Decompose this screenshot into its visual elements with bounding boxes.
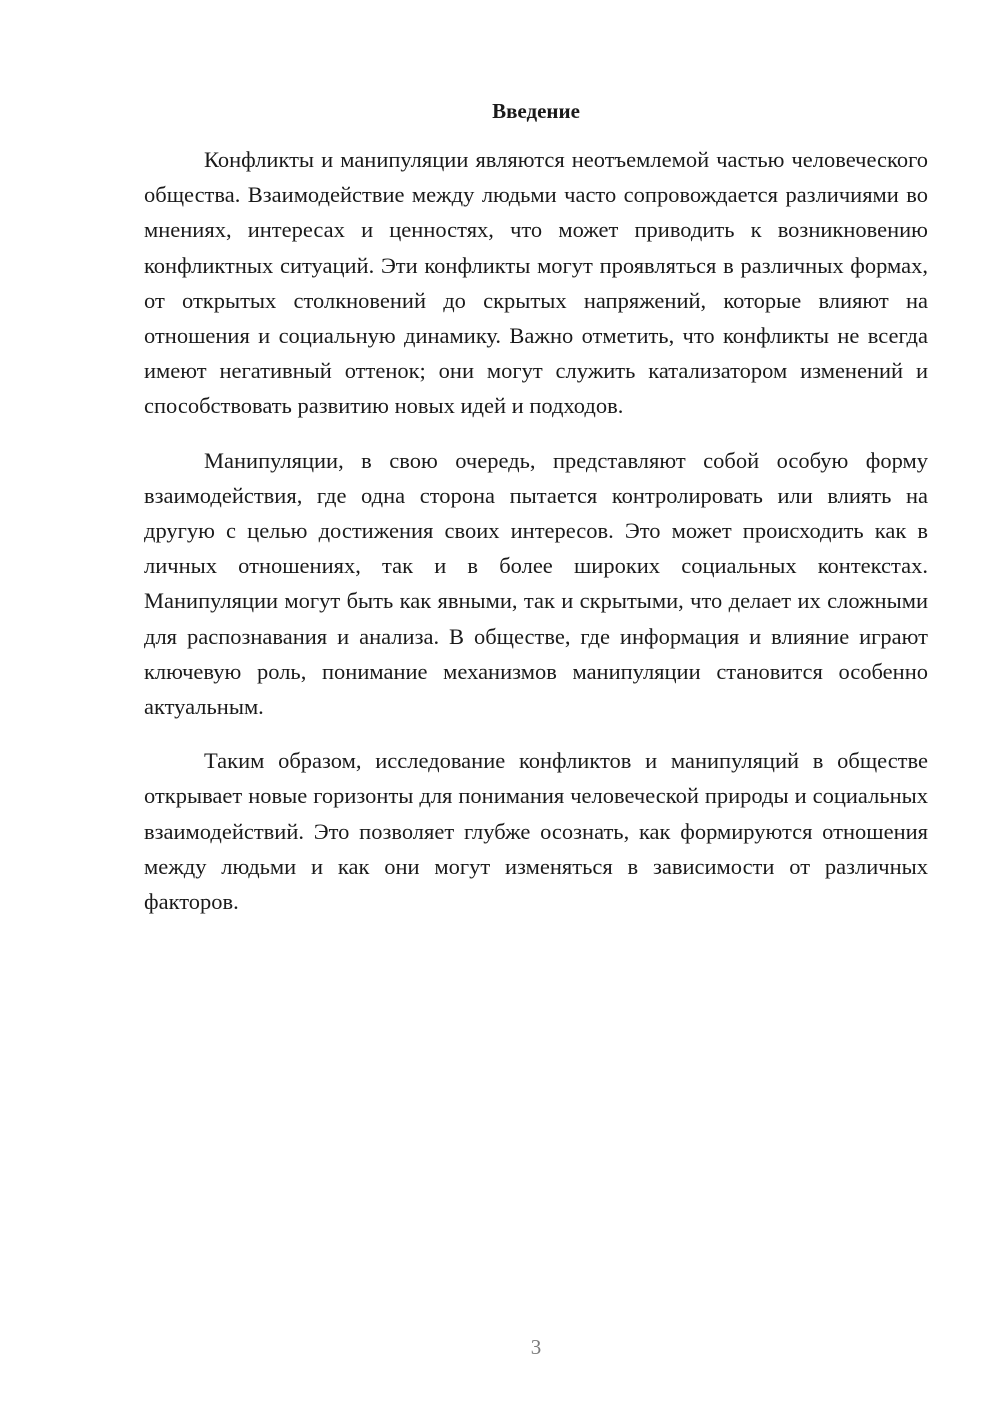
paragraph-1: Конфликты и манипуляции являются неотъемлемой частью человеческого общества. Взаимодействие между людьми часто сопровождается различиями во мнениях, интересах и ценностях, что может приводить к возникновению конфликтных ситуаций. Эти конфликты могут проявляться в различных формах, от открытых столкновений до скрытых напряжений, которые влияют на отношения и социальную динамику. Важно отметить, что конфликты не всегда имеют негативный оттенок; они могут служить катализатором изменений и способствовать развитию новых идей и подходов. <box>144 147 928 419</box>
page-number: 3 <box>530 1335 542 1359</box>
section-heading: Введение <box>492 99 580 123</box>
paragraph-3: Таким образом, исследование конфликтов и манипуляций в обществе открывает новые горизонты для понимания человеческой природы и социальных взаимодействий. Это позволяет глубже осознать, как формируются отношения между людьми и как они могут изменяться в зависимости от различных факторов. <box>144 748 928 915</box>
body-text <box>144 142 928 938</box>
paragraph-2: Манипуляции, в свою очередь, представляют собой особую форму взаимодействия, где одна сторона пытается контролировать или влиять на другую с целью достижения своих интересов. Это может происходить как в личных отношениях, так и в более широких социальных контекстах. Манипуляции могут быть как явными, так и скрытыми, что делает их сложными для распознавания и анализа. В обществе, где информация и влияние играют ключевую роль, понимание механизмов манипуляции становится особенно актуальным. <box>144 447 928 720</box>
